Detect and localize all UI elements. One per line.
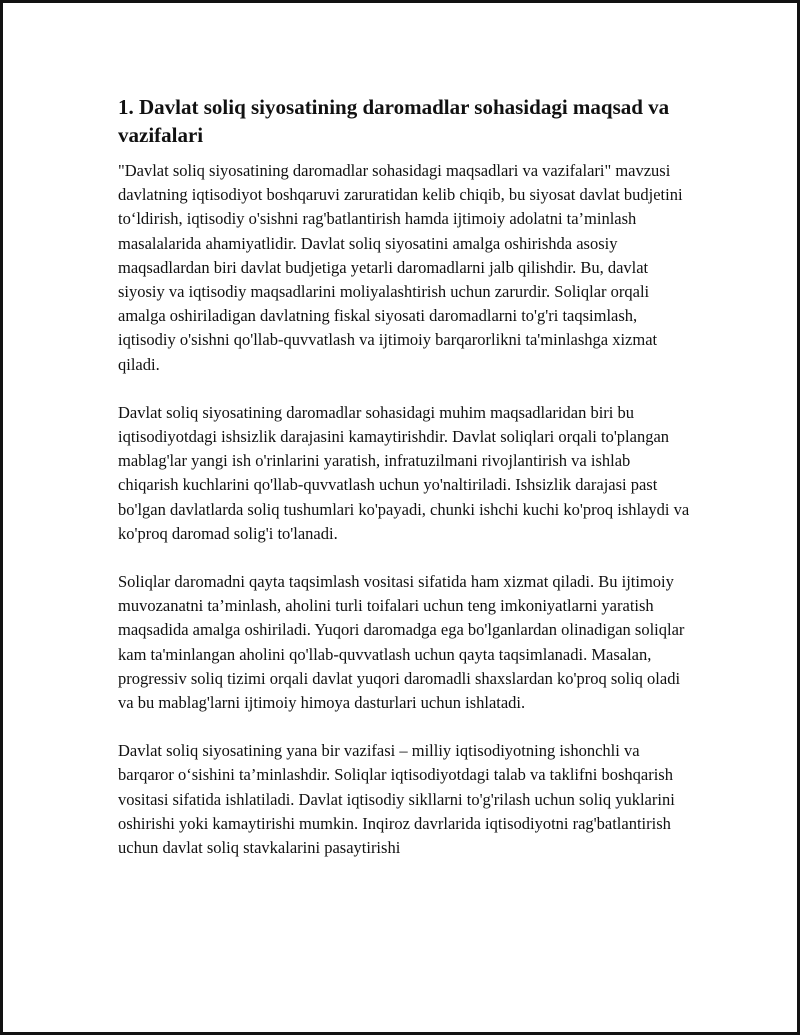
paragraph-1: "Davlat soliq siyosatining daromadlar sohasidagi maqsadlari va vazifalari" mavzusi davlatning iqtisodiyot boshqaruvi zaruratidan kelib chiqib, bu siyosat davlat budjetini to‘ldirish, iqtisodiy o'sishni rag'batlantirish hamda ijtimoiy adolatni ta’minlash masalalarida ahamiyatlidir. Davlat soliq siyosatini amalga oshirishda asosiy maqsadlardan biri davlat budjetiga yetarli daromadlarni jalb qilishdir. Bu, davlat siyosiy va iqtisodiy maqsadlarini moliyalashtirish uchun zarurdir. Soliqlar orqali amalga oshiriladigan davlatning fiskal siyosati daromadlarni to'g'ri taqsimlash, iqtisodiy o'sishni qo'llab-quvvatlash va ijtimoiy barqarorlikni ta'minlashga xizmat qiladi. bbox=[118, 161, 683, 374]
document-body bbox=[118, 93, 693, 884]
paragraph-2: Davlat soliq siyosatining daromadlar sohasidagi muhim maqsadlaridan biri bu iqtisodiyotdagi ishsizlik darajasini kamaytirishdir. Davlat soliqlari orqali to'plangan mablag'lar yangi ish o'rinlarini yaratish, infratuzilmani rivojlantirish va ishlab chiqarish kuchlarini qo'llab-quvvatlash uchun yo'naltiriladi. Ishsizlik darajasi past bo'lgan davlatlarda soliq tushumlari ko'payadi, chunki ishchi kuchi ko'proq ishlaydi va ko'proq daromad solig'i to'lanadi. bbox=[118, 402, 690, 543]
paragraph-3: Soliqlar daromadni qayta taqsimlash vositasi sifatida ham xizmat qiladi. Bu ijtimoiy muvozanatni ta’minlash, aholini turli toifalari uchun teng imkoniyatlarni yaratish maqsadida amalga oshiriladi. Yuqori daromadga ega bo'lganlardan olinadigan soliqlar kam ta'minlangan aholini qo'llab-quvvatlash uchun qayta taqsimlanadi. Masalan, progressiv soliq tizimi orqali davlat yuqori daromadli shaxslardan ko'proq soliq oladi va bu mablag'larni ijtimoiy himoya dasturlari uchun ishlatadi. bbox=[118, 572, 685, 713]
paragraph-4: Davlat soliq siyosatining yana bir vazifasi – milliy iqtisodiyotning ishonchli va barqaror o‘sishini ta’minlashdir. Soliqlar iqtisodiyotdagi talab va taklifni boshqarish vositasi sifatida ishlatiladi. Davlat iqtisodiy sikllarni to'g'rilash uchun soliq yuklarini oshirishi yoki kamaytirishi mumkin. Inqiroz davrlarida iqtisodiyotni rag'batlantirish uchun davlat soliq stavkalarini pasaytirishi bbox=[118, 741, 675, 858]
section-heading: 1. Davlat soliq siyosatining daromadlar sohasidagi maqsad va vazifalari bbox=[118, 95, 670, 147]
